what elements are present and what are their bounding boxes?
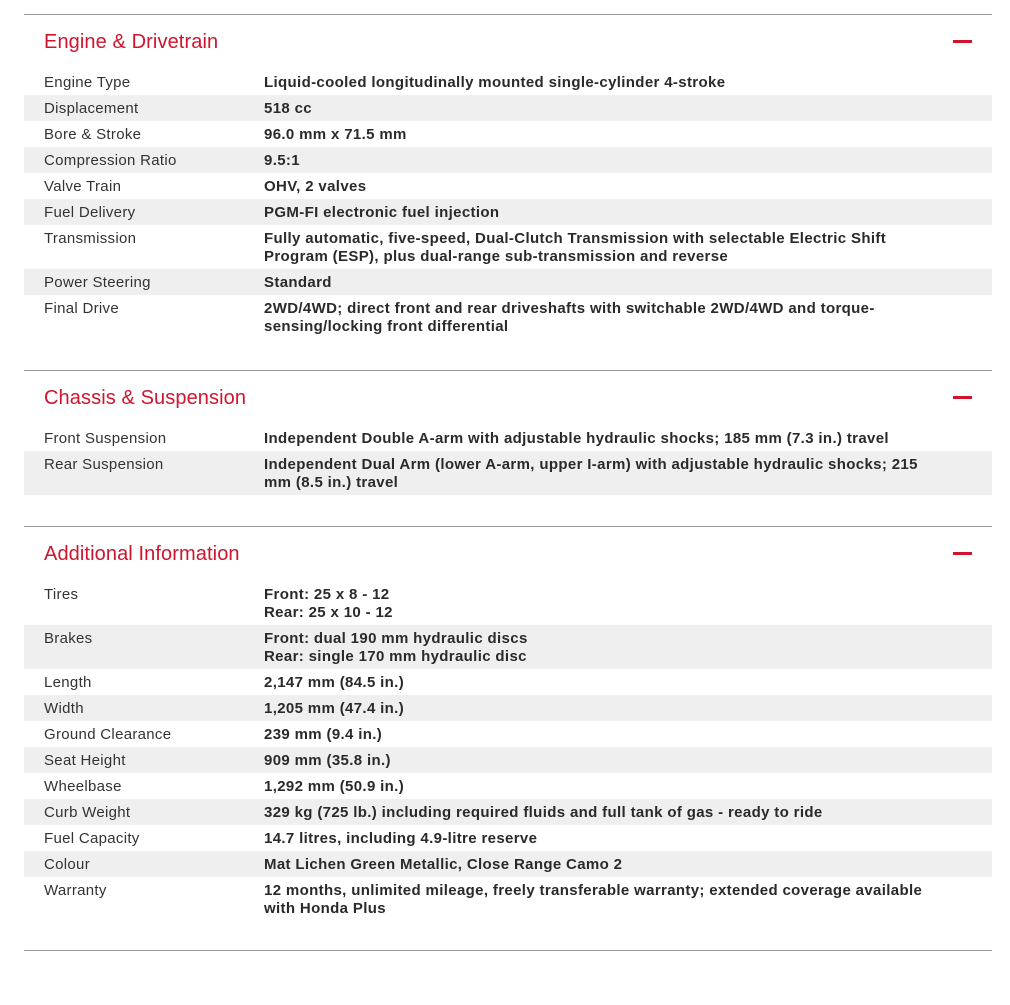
spec-label: Ground Clearance xyxy=(44,726,172,743)
spec-label: Fuel Capacity xyxy=(44,830,140,847)
spec-value: 9.5:1 xyxy=(264,152,300,169)
spec-value: 239 mm (9.4 in.) xyxy=(264,726,383,743)
spec-table xyxy=(24,425,992,495)
spec-value: Fully automatic, five-speed, Dual-Clutch Transmission with selectable Electric Shift Program (ESP), plus dual-range sub-transmission and reverse xyxy=(264,230,887,265)
spec-value: Front: dual 190 mm hydraulic discs Rear: single 170 mm hydraulic disc xyxy=(264,630,528,665)
spec-value: Mat Lichen Green Metallic, Close Range Camo 2 xyxy=(264,856,623,873)
spec-value: 2WD/4WD; direct front and rear driveshafts with switchable 2WD/4WD and torque- sensing/locking front differential xyxy=(264,300,875,335)
spec-value: 1,205 mm (47.4 in.) xyxy=(264,700,405,717)
spec-label: Brakes xyxy=(44,630,93,647)
table-row xyxy=(24,451,992,495)
section-title: Engine & Drivetrain xyxy=(44,30,219,53)
table-row xyxy=(24,625,992,669)
spec-value: Liquid-cooled longitudinally mounted single-cylinder 4-stroke xyxy=(264,74,726,91)
divider xyxy=(24,950,992,951)
table-row xyxy=(24,721,992,747)
spec-label: Power Steering xyxy=(44,274,151,291)
spec-value: Standard xyxy=(264,274,332,291)
spec-label: Length xyxy=(44,674,92,691)
spec-value: Front: 25 x 8 - 12 Rear: 25 x 10 - 12 xyxy=(264,586,393,621)
table-row xyxy=(24,773,992,799)
spec-value: 518 cc xyxy=(264,100,312,117)
spec-label: Engine Type xyxy=(44,74,131,91)
spec-label: Final Drive xyxy=(44,300,119,317)
table-row xyxy=(24,199,992,225)
spec-value: Independent Dual Arm (lower A-arm, upper I-arm) with adjustable hydraulic shocks; 215 mm (8.5 in.) travel xyxy=(264,456,918,491)
spec-label: Colour xyxy=(44,856,90,873)
spec-accordion xyxy=(24,14,992,951)
spec-label: Front Suspension xyxy=(44,430,167,447)
spec-table xyxy=(24,69,992,339)
spec-label: Valve Train xyxy=(44,178,122,195)
section-header[interactable] xyxy=(24,527,992,581)
section-header[interactable] xyxy=(24,371,992,425)
spec-value: Independent Double A-arm with adjustable hydraulic shocks; 185 mm (7.3 in.) travel xyxy=(264,430,889,447)
table-row xyxy=(24,877,992,921)
spec-table xyxy=(24,581,992,921)
table-row xyxy=(24,269,992,295)
table-row xyxy=(24,581,992,625)
spec-label: Seat Height xyxy=(44,752,126,769)
spec-value: OHV, 2 valves xyxy=(264,178,367,195)
table-row xyxy=(24,425,992,451)
spec-value: 2,147 mm (84.5 in.) xyxy=(264,674,405,691)
spec-label: Wheelbase xyxy=(44,778,122,795)
spec-label: Compression Ratio xyxy=(44,152,177,169)
minus-icon[interactable] xyxy=(953,389,972,407)
section-header[interactable] xyxy=(24,15,992,69)
section-title: Chassis & Suspension xyxy=(44,386,247,409)
section-additional-information xyxy=(24,526,992,921)
section-title: Additional Information xyxy=(44,542,240,565)
table-row xyxy=(24,69,992,95)
table-row xyxy=(24,695,992,721)
table-row xyxy=(24,173,992,199)
spec-label: Transmission xyxy=(44,230,137,247)
spec-value: 96.0 mm x 71.5 mm xyxy=(264,126,407,143)
section-engine-drivetrain xyxy=(24,14,992,339)
spec-label: Warranty xyxy=(44,882,107,899)
spec-label: Rear Suspension xyxy=(44,456,164,473)
spec-label: Tires xyxy=(44,586,79,603)
table-row xyxy=(24,295,992,339)
spec-label: Width xyxy=(44,700,84,717)
table-row xyxy=(24,825,992,851)
table-row xyxy=(24,799,992,825)
section-chassis-suspension xyxy=(24,370,992,495)
spec-value: 329 kg (725 lb.) including required fluids and full tank of gas - ready to ride xyxy=(264,804,823,821)
table-row xyxy=(24,147,992,173)
minus-icon[interactable] xyxy=(953,33,972,51)
spec-label: Displacement xyxy=(44,100,139,117)
minus-icon[interactable] xyxy=(953,545,972,563)
table-row xyxy=(24,851,992,877)
spec-label: Fuel Delivery xyxy=(44,204,136,221)
spec-value: 909 mm (35.8 in.) xyxy=(264,752,391,769)
table-row xyxy=(24,225,992,269)
spec-value: 14.7 litres, including 4.9-litre reserve xyxy=(264,830,538,847)
table-row xyxy=(24,669,992,695)
spec-value: 1,292 mm (50.9 in.) xyxy=(264,778,405,795)
table-row xyxy=(24,121,992,147)
table-row xyxy=(24,747,992,773)
spec-label: Curb Weight xyxy=(44,804,131,821)
spec-value: 12 months, unlimited mileage, freely transferable warranty; extended coverage available with Honda Plus xyxy=(264,882,923,917)
spec-value: PGM-FI electronic fuel injection xyxy=(264,204,500,221)
table-row xyxy=(24,95,992,121)
spec-label: Bore & Stroke xyxy=(44,126,142,143)
